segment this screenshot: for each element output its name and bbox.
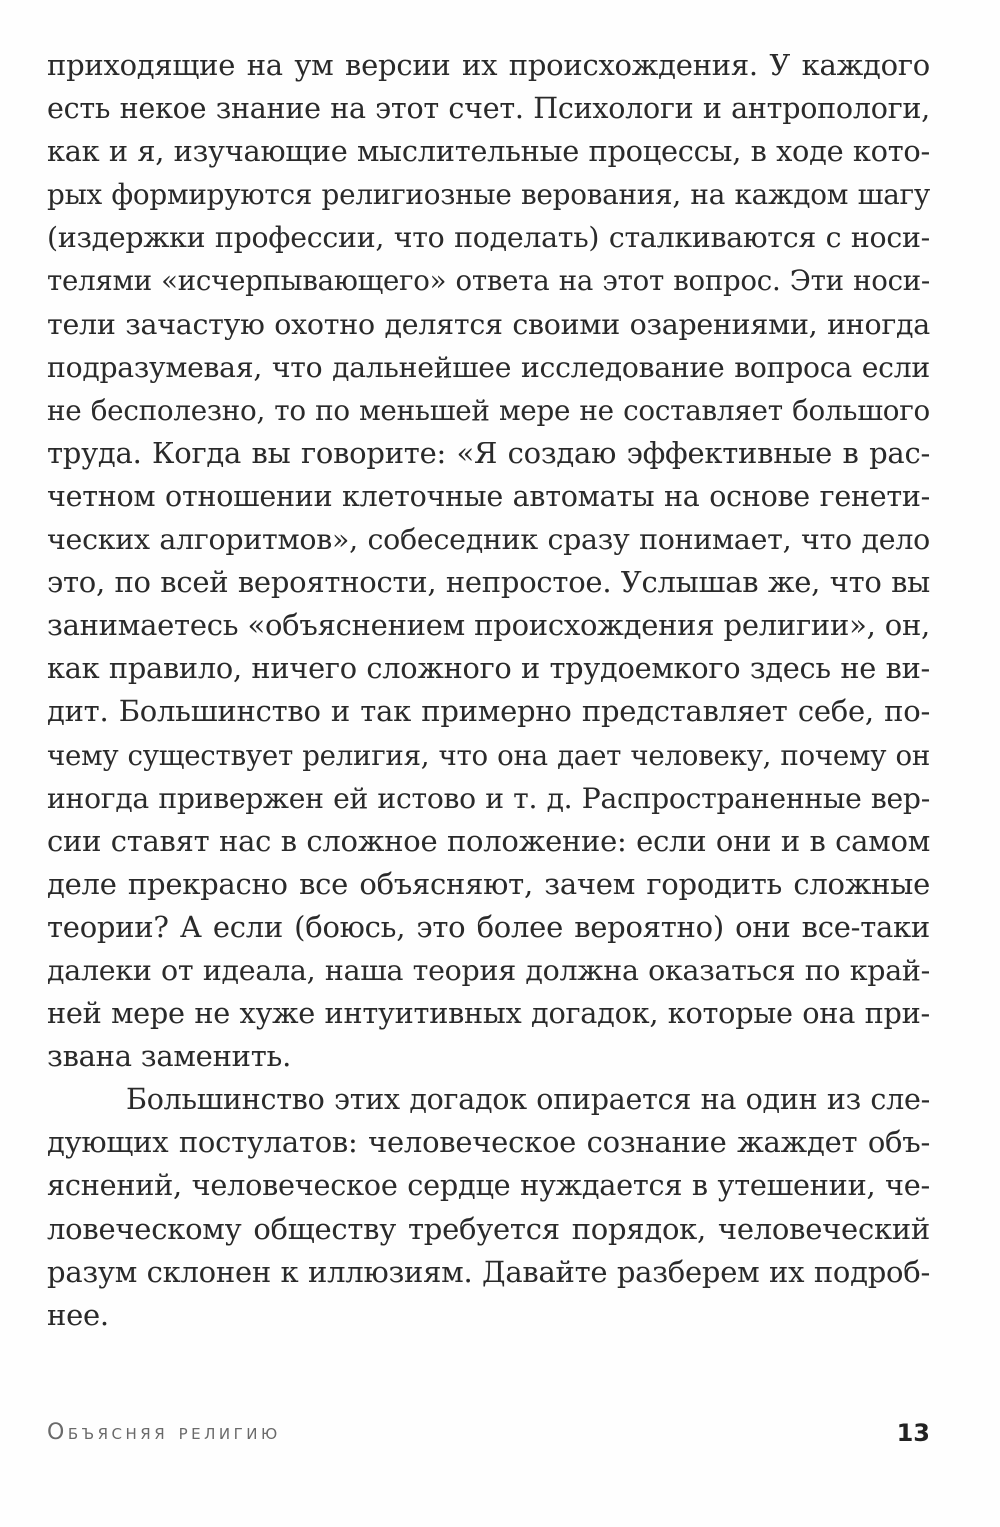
text-line: тели зачастую охотно делятся своими озарениями, иногда [47,307,930,341]
text-line: приходящие на ум версии их происхождения. У каждого [47,48,930,82]
text-line: занимаетесь «объяснением происхождения религии», он, [47,608,930,643]
text-line: не бесполезно, то по меньшей мере не составляет большого [47,393,930,427]
text-line: ческих алгоритмов», собеседник сразу понимает, что дело [47,523,930,557]
text-line: дит. Большинство и так примерно представляет себе, по- [47,694,930,729]
text-line: ней мере не хуже интуитивных догадок, которые она при- [47,996,930,1031]
text-line: звана заменить. [47,1039,292,1074]
text-line: нее. [47,1297,109,1332]
text-line: есть некое знание на этот счет. Психологи и антропологи, [47,91,930,126]
text-line: иногда привержен ей истово и т. д. Распространенные вер- [47,781,930,815]
text-line: разум склонен к иллюзиям. Давайте разберем их подроб- [47,1254,930,1289]
text-line: сии ставят нас в сложное положение: если они и в самом [47,823,930,858]
page-number: 13 [896,1419,930,1447]
text-line: яснений, человеческое сердце нуждается в утешении, че- [47,1168,930,1203]
text-line: (издержки профессии, что поделать) сталкиваются с носи- [47,221,930,255]
text-line: дующих постулатов: человеческое сознание жаждет объ- [47,1125,930,1160]
text-line: рых формируются религиозные верования, на каждом шагу [47,178,930,212]
text-line: Большинство этих догадок опирается на один из сле- [126,1083,930,1117]
text-line: как и я, изучающие мыслительные процессы, в ходе кото- [47,134,930,169]
text-line: подразумевая, что дальнейшее исследование вопроса если [47,350,930,384]
text-line: деле прекрасно все объясняют, зачем городить сложные [47,866,930,901]
paragraph-1 [47,44,930,1078]
page-footer [47,1415,930,1451]
text-line: телями «исчерпывающего» ответа на этот вопрос. Эти носи- [47,264,930,298]
paragraph-2 [47,1078,930,1337]
text-line: чему существует религия, что она дает человеку, почему он [47,738,930,772]
text-line: далеки от идеала, наша теория должна оказаться по край- [47,953,930,987]
text-line: четном отношении клеточные автоматы на основе генети- [47,479,930,513]
text-line: как правило, ничего сложного и трудоемкого здесь не ви- [47,651,930,686]
running-title: Объясняя религию [47,1420,281,1445]
text-line: ловеческому обществу требуется порядок, человеческий [47,1211,930,1246]
text-line: теории? А если (боюсь, это более вероятно) они все-таки [47,909,930,944]
text-line: труда. Когда вы говорите: «Я создаю эффективные в рас- [47,435,930,470]
text-line: это, по всей вероятности, непростое. Услышав же, что вы [47,565,930,600]
body-text [47,44,930,1337]
